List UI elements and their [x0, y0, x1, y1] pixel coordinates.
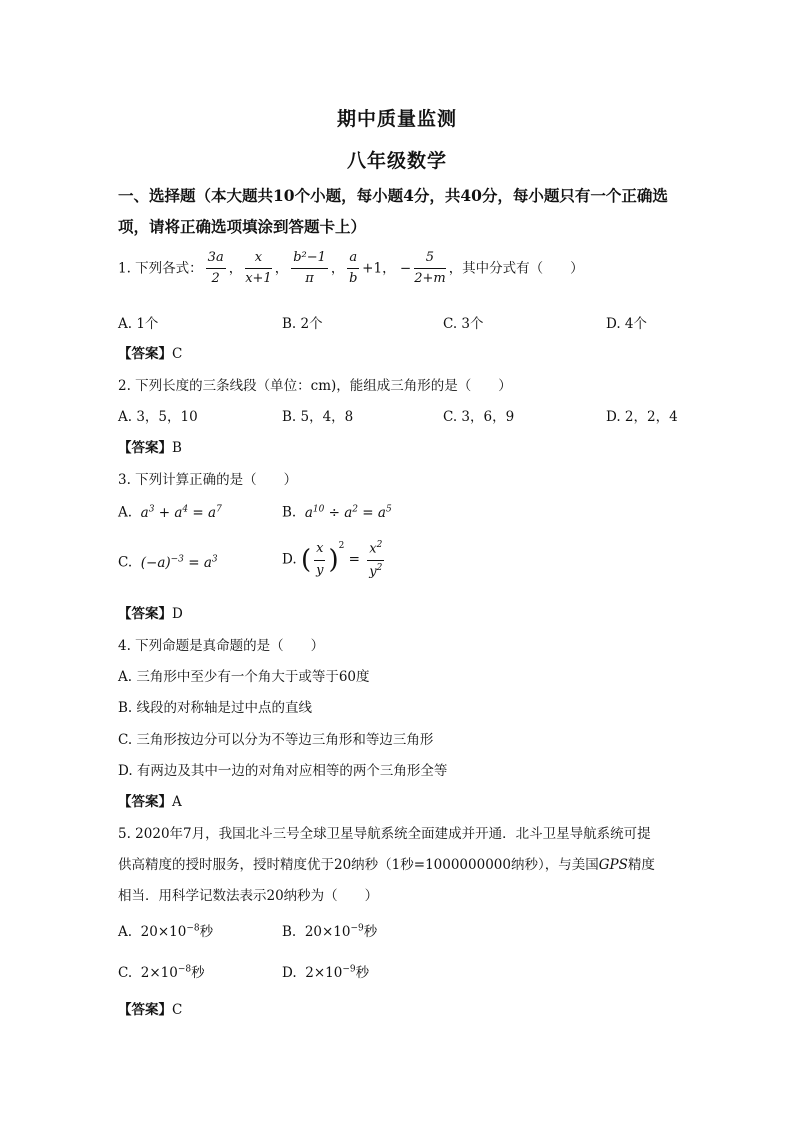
q4-option-d: D. 有两边及其中一边的对角对应相等的两个三角形全等 [118, 763, 448, 779]
q5-option-c: C. $2\times 10^{-8}$秒 [118, 964, 205, 981]
fraction-4: $\frac{a}{b}$ [349, 250, 358, 287]
page-title: 期中质量监测 [336, 108, 457, 130]
question-5-line-2: 供高精度的授时服务，授时精度优于20纳秒（1秒=1000000000纳秒），与美国GPS精度 [118, 857, 655, 873]
q1-option-d: D. 4个 [606, 316, 648, 332]
fraction-5: $\frac{5}{2+m}$ [414, 250, 446, 287]
q5-answer: 【答案】C [118, 1002, 183, 1018]
question-1-prefix: 1. 下列各式： [118, 260, 203, 277]
q3-answer: 【答案】D [118, 606, 183, 622]
page-subtitle: 八年级数学 [346, 150, 447, 172]
q2-option-d: D. 2，2，4 [606, 409, 678, 425]
q5-option-b: B. $20\times 10^{-9}$秒 [282, 923, 378, 940]
q1-option-a: A. 1个 [118, 316, 159, 332]
q2-option-c: C. 3，6，9 [443, 409, 515, 425]
q5-option-d: D. $2\times 10^{-9}$秒 [282, 964, 370, 981]
q3-option-d: D. ( $\frac{x}{y}$ )$^2$ = $\frac{x^2}{y^2}$ [282, 540, 383, 579]
q3-option-a: A. $a^3 + a^4 = a^7$ [118, 504, 222, 521]
q2-option-b: B. 5，4，8 [282, 409, 354, 425]
q5-option-a: A. $20\times 10^{-8}$秒 [118, 923, 214, 940]
question-5-line-1: 5. 2020年7月，我国北斗三号全球卫星导航系统全面建成并开通．北斗卫星导航系统可提 [118, 826, 651, 842]
question-3-stem: 3. 下列计算正确的是（ ） [118, 472, 298, 488]
fraction-2: $\frac{x}{x+1}$ [245, 250, 272, 287]
question-2-stem: 2. 下列长度的三条线段（单位：cm)，能组成三角形的是（ ） [118, 378, 512, 394]
section-heading: 一、选择题（本大题共10个小题，每小题4分，共40分，每小题只有一个正确选项，请将正确选项填涂到答题卡上） [118, 186, 668, 236]
fraction-3: $\frac{\text{b²−1}}{\pi}$ [293, 250, 326, 287]
q2-answer: 【答案】B [118, 440, 182, 456]
q4-option-a: A. 三角形中至少有一个角大于或等于60度 [118, 669, 370, 685]
q3-option-b: B. $a^{10} \div a^2 = a^5$ [282, 504, 392, 521]
q3-option-c: C. $(-a)^{-3} = a^3$ [118, 554, 218, 571]
q1-option-c: C. 3个 [443, 316, 484, 332]
q4-answer: 【答案】A [118, 794, 182, 810]
fraction-1: $\frac{3a}{2}$ [207, 250, 224, 287]
q1-answer: 【答案】C [118, 346, 183, 362]
question-1-stem: 1. 下列各式： $\frac{3a}{2}$ ， $\frac{x}{x+1}$ ， $\frac{\text{b²−1}}{\pi}$ ， $\frac{a}{b}$ +1， − $\frac{5}{2+m}$ ，其中分式有（ ） [118, 250, 584, 287]
question-1-suffix: ，其中分式有（ ） [448, 260, 584, 277]
q2-option-a: A. 3，5，10 [118, 409, 198, 425]
q1-option-b: B. 2个 [282, 316, 323, 332]
q4-option-b: B. 线段的对称轴是过中点的直线 [118, 700, 313, 716]
question-5-line-3: 相当．用科学记数法表示20纳秒为（ ） [118, 888, 379, 904]
question-4-stem: 4. 下列命题是真命题的是（ ） [118, 638, 325, 654]
q4-option-c: C. 三角形按边分可以分为不等边三角形和等边三角形 [118, 732, 434, 748]
